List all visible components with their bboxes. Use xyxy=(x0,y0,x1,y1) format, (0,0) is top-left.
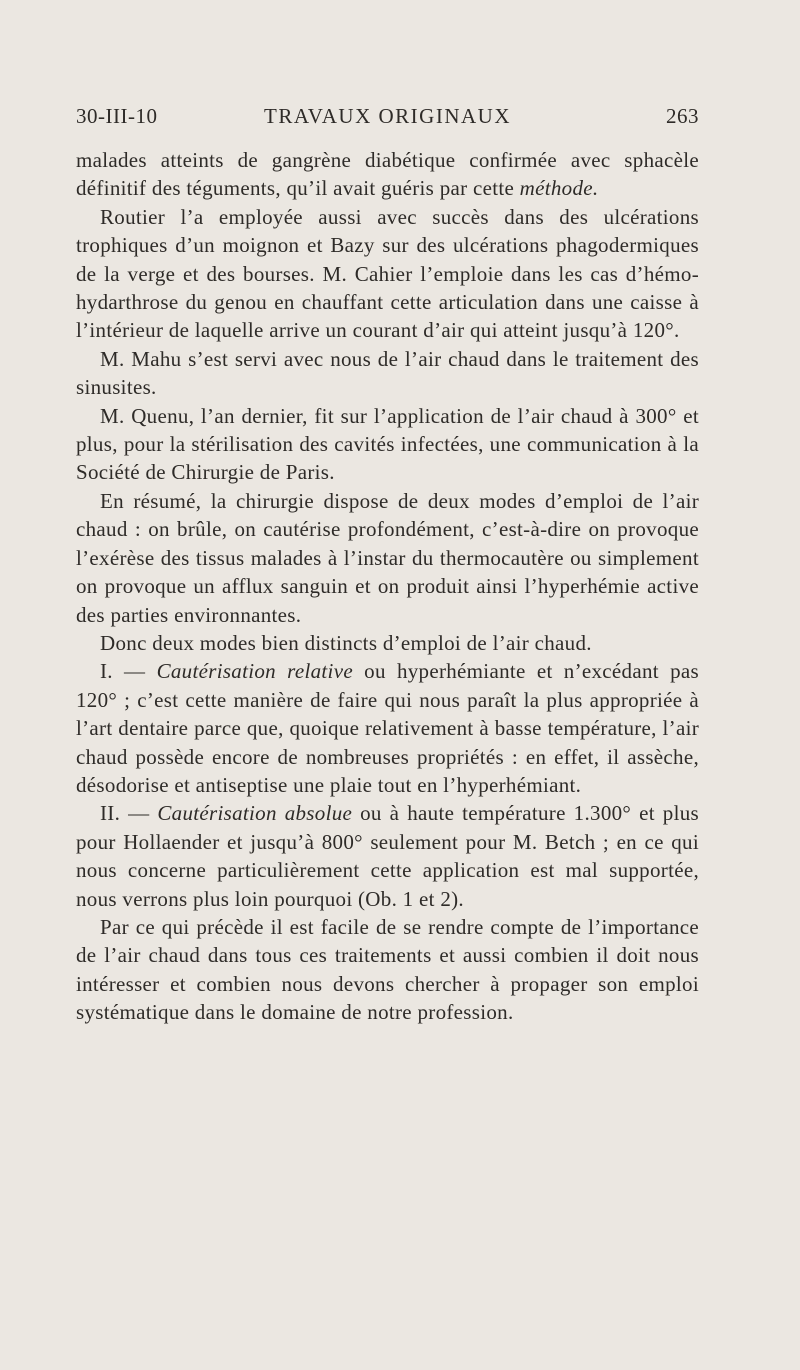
italic-relative: Cautérisation relative xyxy=(156,659,353,684)
header-date: 30-III-10 xyxy=(76,104,158,128)
paragraph-1: malades atteints de gangrène diabétique confirmée avec sphacèle définitif des téguments, qu’il avait guéris par cette méthode. xyxy=(76,148,699,201)
paragraph-8: II. — Cautérisation absolue ou à haute température 1.300° et plus pour Hollaender et jusqu’à 800° seulement pour M. Betch ; en ce qui nous concerne particulièrement cette application est mal supportée, nous verrons plus loin pourquoi (Ob. 1 et 2). xyxy=(76,801,699,911)
running-header xyxy=(76,104,699,134)
page-number: 263 xyxy=(666,104,699,128)
header-title: TRAVAUX ORIGINAUX xyxy=(264,104,511,128)
italic-method: méthode. xyxy=(519,176,599,201)
paragraph-5: En résumé, la chirurgie dispose de deux modes d’emploi de l’air chaud : on brûle, on cautérise profondément, c’est-à-dire on provoque l’exérèse des tissus malades à l’instar du thermocautère ou simplement on provoque un afflux sanguin et on produit ainsi l’hyperhémie active des parties environnantes. xyxy=(76,488,699,627)
paragraph-2: Routier l’a employée aussi avec succès dans des ulcérations trophiques d’un moignon et Bazy sur des ulcérations phagodermiques de la verge et des bourses. M. Cahier l’emploie dans les cas d’hémo-hydarthrose du genou en chauffant cette articulation dans une caisse à l’intérieur de laquelle arrive un courant d’air qui atteint jusqu’à 120°. xyxy=(76,204,699,343)
paragraph-9: Par ce qui précède il est facile de se rendre compte de l’importance de l’air chaud dans tous ces traitements et aussi combien il doit nous intéresser et combien nous devons chercher à propager son emploi systématique dans le domaine de notre profession. xyxy=(76,914,699,1025)
paragraph-7: I. — Cautérisation relative ou hyperhémiante et n’excédant pas 120° ; c’est cette manière de faire qui nous paraît la plus appropriée à l’art dentaire parce que, quoique relativement à basse température, l’air chaud possède encore de nombreuses propriétés : en effet, il assèche, désodorise et antiseptise une plaie tout en l’hyperhémiant. xyxy=(76,659,699,797)
body-text xyxy=(76,146,699,1027)
italic-absolue: Cautérisation absolue xyxy=(157,801,353,826)
paragraph-3: M. Mahu s’est servi avec nous de l’air chaud dans le traitement des sinusites. xyxy=(76,346,699,400)
paragraph-4: M. Quenu, l’an dernier, fit sur l’application de l’air chaud à 300° et plus, pour la stérilisation des cavités infectées, une communication à la Société de Chirurgie de Paris. xyxy=(76,403,699,485)
paragraph-6: Donc deux modes bien distincts d’emploi de l’air chaud. xyxy=(100,630,592,655)
